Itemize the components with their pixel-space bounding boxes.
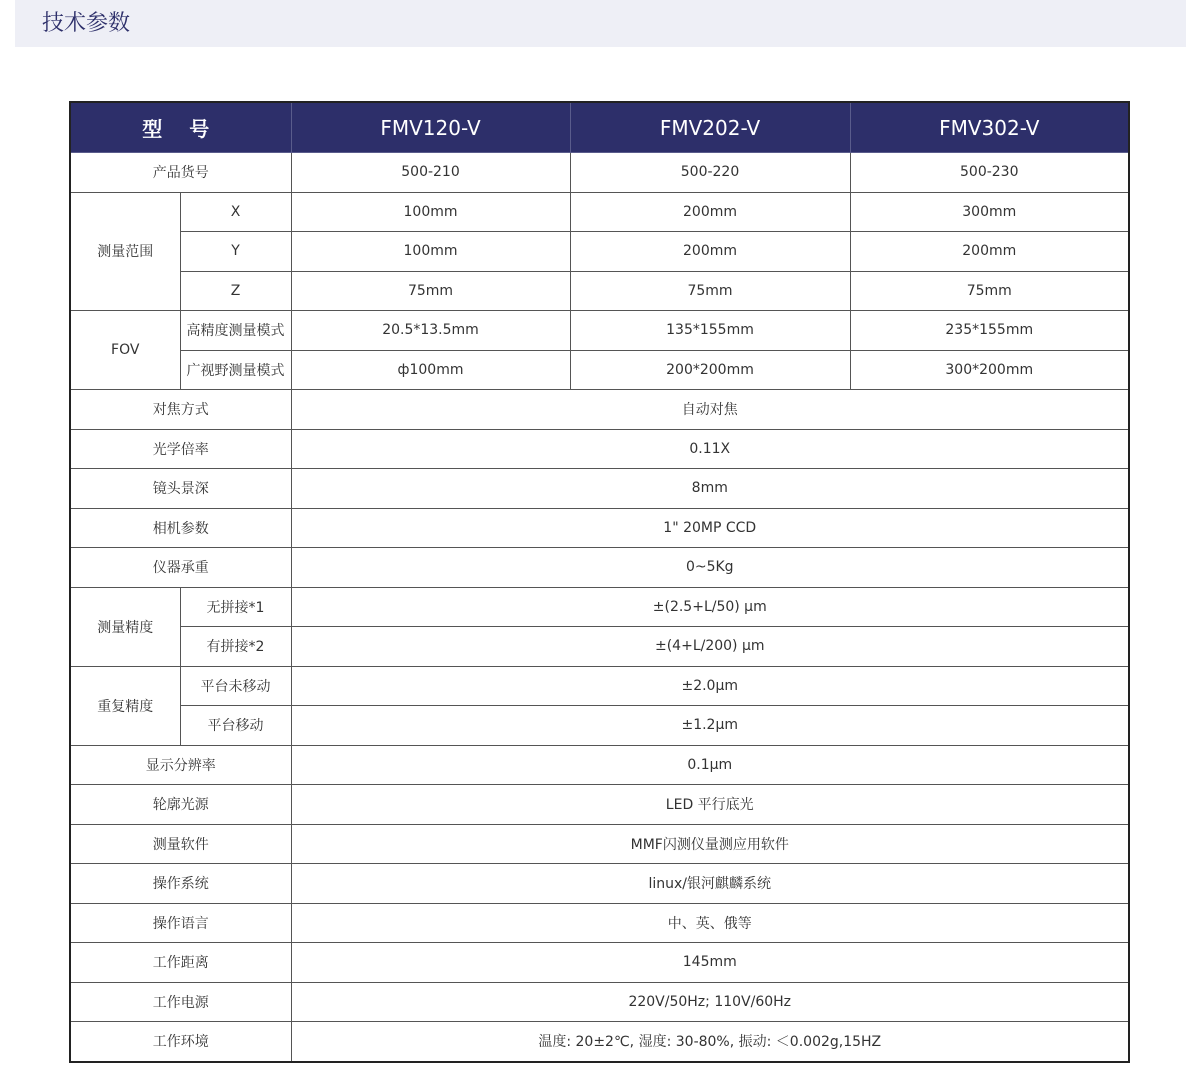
row-label: 对焦方式 bbox=[70, 390, 291, 430]
sub-label: 平台移动 bbox=[180, 706, 291, 746]
cell-value: LED 平行底光 bbox=[291, 785, 1129, 825]
cell-value: 0.1μm bbox=[291, 745, 1129, 785]
cell-value: 200mm bbox=[850, 232, 1129, 272]
table-row bbox=[70, 1022, 1129, 1062]
row-label: 工作电源 bbox=[70, 982, 291, 1022]
table-row bbox=[70, 469, 1129, 509]
row-label: 工作距离 bbox=[70, 943, 291, 983]
cell-value: ±1.2μm bbox=[291, 706, 1129, 746]
cell-value: 145mm bbox=[291, 943, 1129, 983]
row-label: 光学倍率 bbox=[70, 429, 291, 469]
table-row bbox=[70, 192, 1129, 232]
cell-value: 135*155mm bbox=[570, 311, 850, 351]
table-row bbox=[70, 824, 1129, 864]
section-header bbox=[15, 0, 1186, 47]
table-row bbox=[70, 903, 1129, 943]
cell-value: ±2.0μm bbox=[291, 666, 1129, 706]
cell-value: 75mm bbox=[291, 271, 570, 311]
cell-value: 235*155mm bbox=[850, 311, 1129, 351]
spec-table bbox=[69, 101, 1130, 1063]
row-label: 操作语言 bbox=[70, 903, 291, 943]
cell-value: 20.5*13.5mm bbox=[291, 311, 570, 351]
cell-value: 300*200mm bbox=[850, 350, 1129, 390]
cell-value: linux/银河麒麟系统 bbox=[291, 864, 1129, 904]
header-row bbox=[70, 102, 1129, 153]
sub-label: 平台未移动 bbox=[180, 666, 291, 706]
sub-label: 有拼接*2 bbox=[180, 627, 291, 667]
row-label: 轮廓光源 bbox=[70, 785, 291, 825]
table-row bbox=[70, 587, 1129, 627]
model-header: 型 号 bbox=[70, 102, 291, 153]
table-row bbox=[70, 745, 1129, 785]
table-row bbox=[70, 785, 1129, 825]
group-label: 重复精度 bbox=[70, 666, 180, 745]
cell-value: 1" 20MP CCD bbox=[291, 508, 1129, 548]
cell-value: 200mm bbox=[570, 192, 850, 232]
cell-value: 温度: 20±2℃, 湿度: 30-80%, 振动: ＜0.002g,15HZ bbox=[291, 1022, 1129, 1062]
table-row bbox=[70, 706, 1129, 746]
cell-value: 0.11X bbox=[291, 429, 1129, 469]
table-row bbox=[70, 548, 1129, 588]
row-label: 相机参数 bbox=[70, 508, 291, 548]
model-name: FMV202-V bbox=[570, 102, 850, 153]
sub-label: X bbox=[180, 192, 291, 232]
cell-value: MMF闪测仪量测应用软件 bbox=[291, 824, 1129, 864]
table-row bbox=[70, 232, 1129, 272]
sub-label: 广视野测量模式 bbox=[180, 350, 291, 390]
table-row bbox=[70, 429, 1129, 469]
group-label: 测量范围 bbox=[70, 192, 180, 311]
row-label: 显示分辨率 bbox=[70, 745, 291, 785]
table-row bbox=[70, 390, 1129, 430]
row-label: 镜头景深 bbox=[70, 469, 291, 509]
table-row bbox=[70, 982, 1129, 1022]
cell-value: 100mm bbox=[291, 192, 570, 232]
table-row bbox=[70, 350, 1129, 390]
cell-value: 8mm bbox=[291, 469, 1129, 509]
cell-value: 0~5Kg bbox=[291, 548, 1129, 588]
table-row bbox=[70, 508, 1129, 548]
sub-label: 高精度测量模式 bbox=[180, 311, 291, 351]
model-name: FMV120-V bbox=[291, 102, 570, 153]
cell-value: 500-230 bbox=[850, 153, 1129, 193]
cell-value: 75mm bbox=[850, 271, 1129, 311]
sub-label: Y bbox=[180, 232, 291, 272]
sub-label: 无拼接*1 bbox=[180, 587, 291, 627]
cell-value: 中、英、俄等 bbox=[291, 903, 1129, 943]
table-row bbox=[70, 943, 1129, 983]
cell-value: 自动对焦 bbox=[291, 390, 1129, 430]
cell-value: ±(4+L/200) μm bbox=[291, 627, 1129, 667]
cell-value: ф100mm bbox=[291, 350, 570, 390]
cell-value: 200*200mm bbox=[570, 350, 850, 390]
cell-value: ±(2.5+L/50) μm bbox=[291, 587, 1129, 627]
cell-value: 100mm bbox=[291, 232, 570, 272]
row-label: 工作环境 bbox=[70, 1022, 291, 1062]
cell-value: 300mm bbox=[850, 192, 1129, 232]
cell-value: 500-220 bbox=[570, 153, 850, 193]
row-label: 测量软件 bbox=[70, 824, 291, 864]
row-label: 产品货号 bbox=[70, 153, 291, 193]
table-row bbox=[70, 153, 1129, 193]
row-label: 操作系统 bbox=[70, 864, 291, 904]
group-label: FOV bbox=[70, 311, 180, 390]
table-row bbox=[70, 271, 1129, 311]
row-label: 仪器承重 bbox=[70, 548, 291, 588]
cell-value: 220V/50Hz; 110V/60Hz bbox=[291, 982, 1129, 1022]
model-name: FMV302-V bbox=[850, 102, 1129, 153]
table-row bbox=[70, 864, 1129, 904]
cell-value: 200mm bbox=[570, 232, 850, 272]
table-row bbox=[70, 311, 1129, 351]
section-title: 技术参数 bbox=[42, 11, 131, 36]
table-row bbox=[70, 666, 1129, 706]
cell-value: 500-210 bbox=[291, 153, 570, 193]
cell-value: 75mm bbox=[570, 271, 850, 311]
group-label: 测量精度 bbox=[70, 587, 180, 666]
sub-label: Z bbox=[180, 271, 291, 311]
table-row bbox=[70, 627, 1129, 667]
